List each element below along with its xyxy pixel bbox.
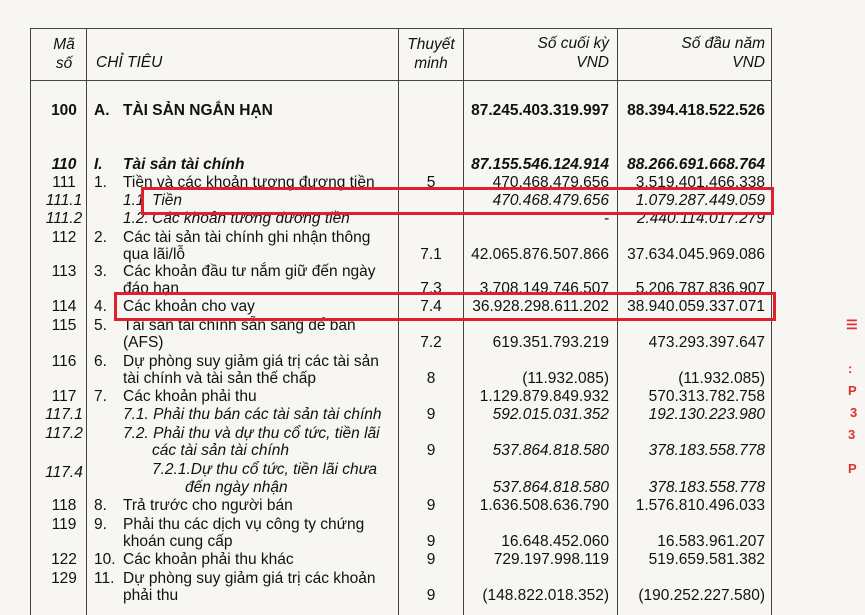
header-closing-line1: Số cuối kỳ xyxy=(537,35,609,52)
row-index: 10. xyxy=(94,551,116,568)
header-note-line1: Thuyết xyxy=(407,36,455,53)
row-closing: 537.864.818.580 xyxy=(492,479,609,496)
row-code: 111.1 xyxy=(45,192,83,209)
row-note: 9 xyxy=(426,497,436,514)
row-note: 9 xyxy=(426,551,436,568)
row-closing: 470.468.479.656 xyxy=(492,174,609,191)
header-note-line2: minh xyxy=(414,55,448,72)
row-label: Tiền và các khoản tương đương tiền xyxy=(123,174,375,191)
row-label: Các khoản tương đương tiền xyxy=(152,210,350,227)
row-label: Các khoản phải thu xyxy=(123,388,257,405)
stamp-fragment-icon: ☰ xyxy=(846,317,858,332)
row-code: 117.2 xyxy=(45,425,83,442)
row-closing: 1.129.879.849.932 xyxy=(479,388,609,405)
row-opening: 192.130.223.980 xyxy=(648,406,765,423)
row-code: 115 xyxy=(51,317,77,334)
row-opening: 3.519.401.466.338 xyxy=(635,174,765,191)
row-closing: 537.864.818.580 xyxy=(492,442,609,459)
col-border-indicator xyxy=(398,28,399,615)
row-label: Tài sản tài chính xyxy=(123,156,245,173)
row-label-cont: phải thu xyxy=(123,587,179,604)
row-note: 5 xyxy=(426,174,436,191)
row-opening: 570.313.782.758 xyxy=(648,388,765,405)
row-code: 119 xyxy=(51,516,77,533)
row-opening: 1.576.810.496.033 xyxy=(635,497,765,514)
row-label: 7.2.1.Dự thu cổ tức, tiền lãi chưa xyxy=(152,461,378,478)
row-opening: 519.659.581.382 xyxy=(648,551,765,568)
row-opening: 5.206.787.836.907 xyxy=(635,280,765,297)
row-closing: 619.351.793.219 xyxy=(492,334,609,351)
row-code: 117.1 xyxy=(45,406,83,423)
row-code: 117 xyxy=(51,388,77,405)
row-code: 117.4 xyxy=(45,464,83,481)
row-note: 9 xyxy=(426,406,436,423)
row-label: 7.2. Phải thu và dự thu cổ tức, tiền lãi xyxy=(123,425,380,442)
row-code: 111 xyxy=(52,174,76,191)
row-opening: 88.266.691.668.764 xyxy=(627,156,765,173)
stamp-fragment-icon: 3 xyxy=(850,405,858,420)
stamp-fragment-icon: P xyxy=(848,461,857,476)
row-opening: 88.394.418.522.526 xyxy=(627,102,765,119)
row-label: Dự phòng suy giảm giá trị các tài sản xyxy=(123,353,379,370)
row-closing: 87.245.403.319.997 xyxy=(471,102,609,119)
row-closing: 470.468.479.656 xyxy=(492,192,609,209)
row-label: TÀI SẢN NGẮN HẠN xyxy=(123,102,273,119)
stamp-fragment-icon: P xyxy=(848,383,857,398)
row-index: 5. xyxy=(94,317,107,334)
row-note: 9 xyxy=(426,587,436,604)
row-closing: 592.015.031.352 xyxy=(492,406,609,423)
row-code: 129 xyxy=(51,570,77,587)
row-code: 113 xyxy=(51,263,77,280)
header-code-line1: Mã xyxy=(53,36,75,53)
row-closing: 729.197.998.119 xyxy=(493,551,609,568)
col-border-closing xyxy=(617,28,618,615)
row-closing: 42.065.876.507.866 xyxy=(471,246,609,263)
row-opening: 378.183.558.778 xyxy=(648,479,765,496)
row-label-cont: đến ngày nhận xyxy=(185,479,288,496)
row-label: 7.1. Phải thu bán các tài sản tài chính xyxy=(123,406,382,423)
row-index: I. xyxy=(94,156,103,173)
row-opening: 2.440.114.017.279 xyxy=(636,210,765,227)
row-index: 3. xyxy=(94,263,107,280)
row-opening: 378.183.558.778 xyxy=(648,442,765,459)
row-note: 7.1 xyxy=(420,246,442,263)
row-label: Dự phòng suy giảm giá trị các khoản xyxy=(123,570,376,587)
row-opening: 1.079.287.449.059 xyxy=(635,192,765,209)
row-label: Các khoản phải thu khác xyxy=(123,551,294,568)
row-closing: 1.636.508.636.790 xyxy=(479,497,609,514)
row-index: 2. xyxy=(94,229,107,246)
row-closing: (148.822.018.352) xyxy=(482,587,609,604)
row-index: 11. xyxy=(94,570,115,587)
row-note: 9 xyxy=(426,442,436,459)
row-label: Các tài sản tài chính ghi nhận thông xyxy=(123,229,371,246)
row-closing: 16.648.452.060 xyxy=(501,533,609,550)
row-note: 8 xyxy=(426,370,436,387)
row-label: Phải thu các dịch vụ công ty chứng xyxy=(123,516,365,533)
row-label: Tài sản tài chính sẵn sàng để bán xyxy=(123,317,356,334)
highlight-box-tien xyxy=(141,187,774,215)
stamp-fragment-icon: : xyxy=(848,361,853,376)
header-opening-line1: Số đầu năm xyxy=(681,35,765,52)
row-note: 7.4 xyxy=(420,298,442,315)
row-index: A. xyxy=(94,102,110,119)
row-label: Tiền xyxy=(152,192,183,209)
row-opening: 473.293.397.647 xyxy=(648,334,765,351)
header-opening-line2: VND xyxy=(732,54,765,71)
row-index: 1.1 xyxy=(123,192,145,209)
row-closing: (11.932.085) xyxy=(522,370,609,387)
row-code: 110 xyxy=(51,156,77,173)
row-closing: 36.928.298.611.202 xyxy=(472,298,609,315)
row-index: 7. xyxy=(94,388,107,405)
row-code: 114 xyxy=(51,298,77,315)
row-code: 116 xyxy=(51,353,77,370)
row-label-cont: khoán cung cấp xyxy=(123,533,233,550)
row-index: 1. xyxy=(94,174,107,191)
row-label: Các khoản đầu tư nắm giữ đến ngày xyxy=(123,263,376,280)
row-code: 118 xyxy=(51,497,77,514)
highlight-box-cho-vay xyxy=(114,292,776,321)
row-label: Các khoản cho vay xyxy=(123,298,255,315)
row-code: 100 xyxy=(51,102,77,119)
row-label-cont: đáo hạn xyxy=(123,280,180,297)
row-opening: (11.932.085) xyxy=(678,370,765,387)
row-closing: - xyxy=(603,210,609,227)
row-opening: (190.252.227.580) xyxy=(638,587,765,604)
row-label-cont: qua lãi/lỗ xyxy=(123,246,186,263)
header-closing-line2: VND xyxy=(576,54,609,71)
row-code: 122 xyxy=(51,551,77,568)
row-code: 111.2 xyxy=(45,210,83,227)
row-note: 7.2 xyxy=(420,334,442,351)
row-index: 9. xyxy=(94,516,107,533)
header-indicator: CHỈ TIÊU xyxy=(96,54,163,71)
row-label-cont: (AFS) xyxy=(123,334,164,351)
row-label-cont: các tài sản tài chính xyxy=(152,442,289,459)
row-closing: 87.155.546.124.914 xyxy=(471,156,609,173)
row-opening: 37.634.045.969.086 xyxy=(627,246,765,263)
row-index: 6. xyxy=(94,353,107,370)
col-border-note xyxy=(463,28,464,615)
row-label-cont: tài chính và tài sản thế chấp xyxy=(123,370,317,387)
header-code-line2: số xyxy=(55,55,73,72)
row-note: 7.3 xyxy=(420,280,442,297)
header-bottom-border xyxy=(30,80,772,81)
row-code: 112 xyxy=(51,229,77,246)
stamp-fragment-icon: 3 xyxy=(848,427,856,442)
table-top-border xyxy=(30,28,772,29)
row-index: 1.2. xyxy=(123,210,149,227)
row-note: 9 xyxy=(426,533,436,550)
row-index: 8. xyxy=(94,497,107,514)
col-border-right xyxy=(771,28,772,615)
row-opening: 38.940.059.337.071 xyxy=(627,298,765,315)
row-closing: 3.708.149.746.507 xyxy=(479,280,609,297)
row-index: 4. xyxy=(94,298,107,315)
row-label: Trả trước cho người bán xyxy=(123,497,293,514)
row-opening: 16.583.961.207 xyxy=(657,533,765,550)
